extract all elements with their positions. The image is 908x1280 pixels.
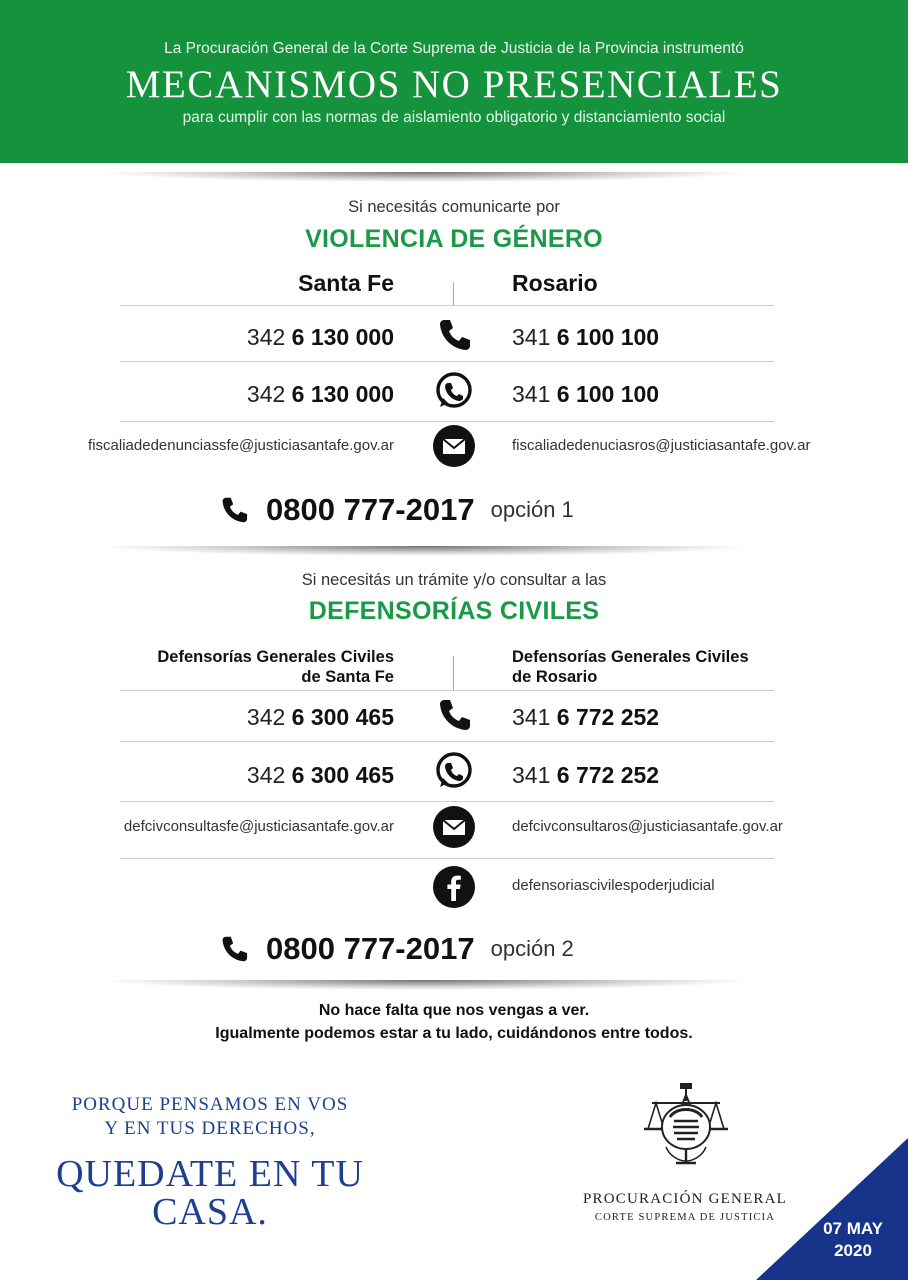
divider-shadow [105,546,745,556]
phone-icon [432,693,476,737]
facebook-page[interactable]: defensoriascivilespoderjudicial [512,877,715,894]
mail-icon [432,805,476,849]
row-divider [120,421,774,422]
defensorias-lead: Si necesitás un trámite y/o consultar a las [301,571,607,589]
email-santa-fe[interactable]: fiscaliadedenunciassfe@justiciasantafe.gov.ar [88,437,394,454]
whatsapp-icon [432,369,476,413]
defensorias-title: DEFENSORÍAS CIVILES [308,597,600,625]
closing-message: No hace falta que nos vengas a ver. Igualmente podemos estar a tu lado, cuidándonos entre todos. [215,1002,693,1042]
divider-shadow [105,172,745,182]
whatsapp-rosario[interactable]: 341 6 100 100 [512,381,660,407]
hotline-number: 0800 777-2017 [266,492,475,527]
column-divider [453,282,454,306]
row-divider [120,858,774,859]
phone-icon [432,313,476,357]
violencia-title: VIOLENCIA DE GÉNERO [305,225,603,253]
header-subtitle: para cumplir con las normas de aislamiento obligatorio y distanciamiento social [182,109,726,126]
row-divider [120,305,774,306]
phone-icon [216,492,252,528]
phone-santa-fe[interactable]: 342 6 130 000 [246,324,394,350]
column-head-santa-fe: Defensorías Generales Civiles de Santa Fe [157,648,394,686]
mail-icon [432,424,476,468]
date-badge: 07 MAY 2020 [823,1219,883,1260]
whatsapp-santa-fe[interactable]: 342 6 300 465 [246,762,394,788]
phone-rosario[interactable]: 341 6 772 252 [512,704,660,730]
phone-icon [216,931,252,967]
hotline-option: opción 2 [490,936,574,961]
crest-icon [640,1077,732,1177]
whatsapp-icon [432,749,476,793]
whatsapp-rosario[interactable]: 341 6 772 252 [512,762,660,788]
divider-shadow [105,980,745,990]
row-divider [120,361,774,362]
whatsapp-santa-fe[interactable]: 342 6 130 000 [246,381,394,407]
facebook-icon [432,865,476,909]
hotline-defensorias[interactable] [216,929,574,969]
email-rosario[interactable]: defcivconsultaros@justiciasantafe.gov.ar [512,818,783,835]
header-banner [0,0,908,163]
header-intro: La Procuración General de la Corte Suprema de Justicia de la Provincia instrumentó [164,40,744,57]
row-divider [120,801,774,802]
hotline-number: 0800 777-2017 [266,931,475,966]
row-divider [120,741,774,742]
violencia-lead: Si necesitás comunicarte por [348,198,560,216]
row-divider [120,690,774,691]
column-head-rosario: Defensorías Generales Civiles de Rosario [512,648,749,686]
header-title: MECANISMOS NO PRESENCIALES [125,63,783,106]
org-name: PROCURACIÓN GENERAL CORTE SUPREMA DE JUSTICIA [582,1191,788,1223]
slogan: PORQUE PENSAMOS EN VOS Y EN TUS DERECHOS, QUEDATE EN TU CASA. [56,1094,364,1233]
phone-rosario[interactable]: 341 6 100 100 [512,324,660,350]
column-divider [453,656,454,691]
phone-santa-fe[interactable]: 342 6 300 465 [246,704,394,730]
hotline-option: opción 1 [490,497,574,522]
email-rosario[interactable]: fiscaliadedenuciasros@justiciasantafe.gov.ar [512,437,811,454]
hotline-violencia[interactable] [216,490,574,530]
column-head-santa-fe: Santa Fe [298,270,394,296]
column-head-rosario: Rosario [512,270,598,296]
email-santa-fe[interactable]: defcivconsultasfe@justiciasantafe.gov.ar [123,818,394,835]
